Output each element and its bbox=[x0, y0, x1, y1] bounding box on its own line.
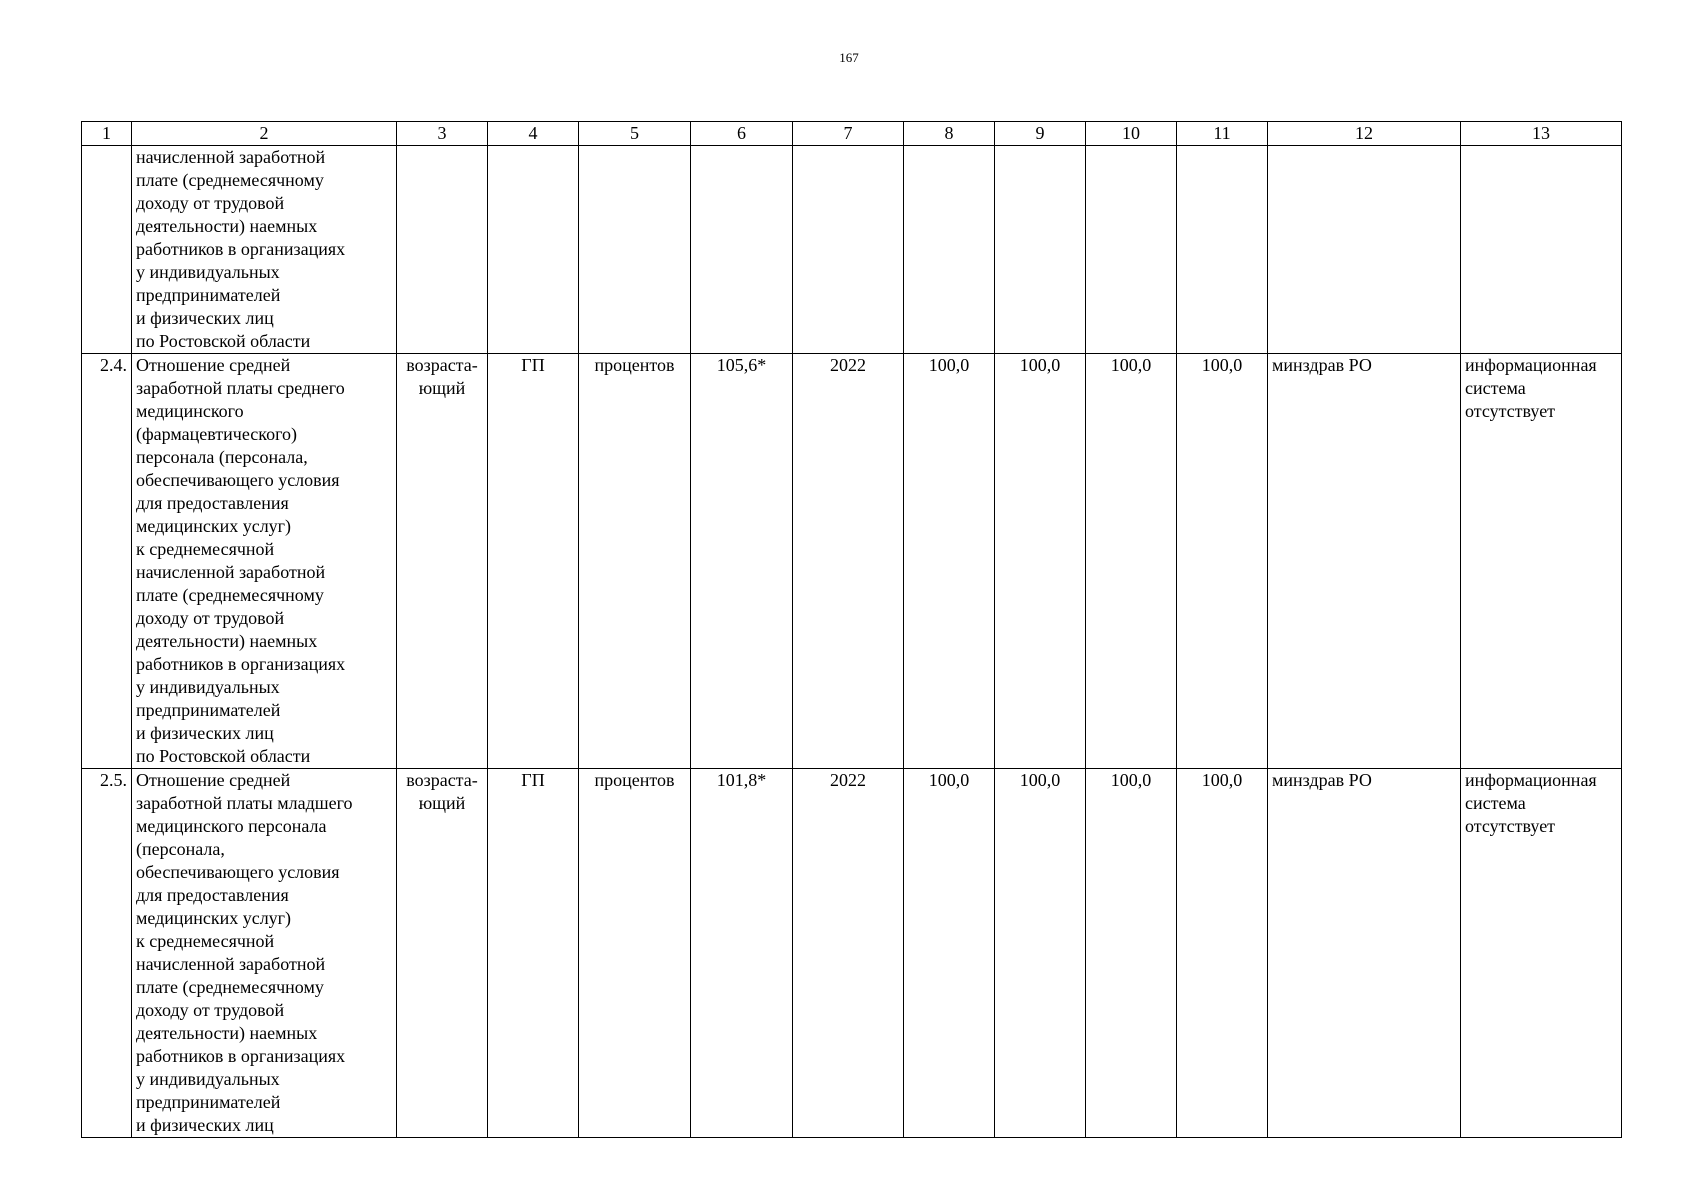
indicator-name-cell bbox=[132, 769, 397, 1138]
indicator-name-line: предпринимателей bbox=[136, 700, 281, 720]
indicator-name-line: медицинского bbox=[136, 401, 244, 421]
header-cell-1: 1 bbox=[82, 122, 132, 146]
header-cell-5: 5 bbox=[579, 122, 691, 146]
base-year-cell bbox=[793, 146, 904, 354]
indicator-name-cell bbox=[132, 354, 397, 769]
table-row bbox=[82, 354, 1622, 769]
info-system-cell bbox=[1461, 146, 1622, 354]
row-number-cell bbox=[82, 146, 132, 354]
base-value-cell: 101,8* bbox=[691, 769, 793, 1138]
responsible-cell: минздрав РО bbox=[1268, 769, 1461, 1138]
type-cell: ГП bbox=[488, 769, 579, 1138]
value-cell-8: 100,0 bbox=[904, 354, 995, 769]
base-year-cell: 2022 bbox=[793, 354, 904, 769]
header-cell-11: 11 bbox=[1177, 122, 1268, 146]
responsible-cell: минздрав РО bbox=[1268, 354, 1461, 769]
unit-cell: процентов bbox=[579, 769, 691, 1138]
value-cell-11: 100,0 bbox=[1177, 354, 1268, 769]
indicator-name-line: плате (среднемесячному bbox=[136, 585, 324, 605]
trend-line: возраста- bbox=[406, 770, 478, 790]
responsible-cell bbox=[1268, 146, 1461, 354]
header-cell-12: 12 bbox=[1268, 122, 1461, 146]
indicator-name-line: и физических лиц bbox=[136, 1115, 274, 1135]
indicator-name-line: деятельности) наемных bbox=[136, 631, 318, 651]
indicator-name-line: начисленной заработной bbox=[136, 954, 326, 974]
trend-line: ющий bbox=[418, 793, 466, 813]
indicator-name-line: доходу от трудовой bbox=[136, 1000, 285, 1020]
table-row-continuation bbox=[82, 146, 1622, 354]
indicator-name-line: у индивидуальных bbox=[136, 677, 280, 697]
info-system-line: система bbox=[1465, 378, 1526, 398]
indicator-name-line: к среднемесячной bbox=[136, 539, 275, 559]
trend-cell bbox=[397, 146, 488, 354]
indicator-name-line: для предоставления bbox=[136, 885, 289, 905]
indicator-name-line: и физических лиц bbox=[136, 723, 274, 743]
info-system-line: отсутствует bbox=[1465, 816, 1556, 836]
indicator-name-line: и физических лиц bbox=[136, 308, 274, 328]
indicator-name-line: медицинских услуг) bbox=[136, 908, 292, 928]
value-cell-8: 100,0 bbox=[904, 769, 995, 1138]
info-system-line: информационная bbox=[1465, 355, 1597, 375]
indicator-name-line: деятельности) наемных bbox=[136, 216, 318, 236]
indicator-name-line: у индивидуальных bbox=[136, 1069, 280, 1089]
header-cell-13: 13 bbox=[1461, 122, 1622, 146]
indicator-name-line: обеспечивающего условия bbox=[136, 862, 340, 882]
indicator-name-line: плате (среднемесячному bbox=[136, 977, 324, 997]
indicator-name-line: доходу от трудовой bbox=[136, 608, 285, 628]
indicator-name-line: работников в организациях bbox=[136, 1046, 346, 1066]
value-cell-10 bbox=[1086, 146, 1177, 354]
info-system-line: информационная bbox=[1465, 770, 1597, 790]
header-cell-7: 7 bbox=[793, 122, 904, 146]
value-cell-11 bbox=[1177, 146, 1268, 354]
header-cell-6: 6 bbox=[691, 122, 793, 146]
indicators-table bbox=[81, 121, 1622, 1138]
info-system-cell bbox=[1461, 354, 1622, 769]
row-number-cell: 2.4. bbox=[82, 354, 132, 769]
indicator-name-line: плате (среднемесячному bbox=[136, 170, 324, 190]
indicator-name-line: Отношение средней bbox=[136, 355, 291, 375]
header-cell-3: 3 bbox=[397, 122, 488, 146]
indicator-name-line: по Ростовской области bbox=[136, 746, 311, 766]
indicator-name-line: начисленной заработной bbox=[136, 147, 326, 167]
value-cell-9: 100,0 bbox=[995, 354, 1086, 769]
header-cell-8: 8 bbox=[904, 122, 995, 146]
info-system-line: отсутствует bbox=[1465, 401, 1556, 421]
header-cell-2: 2 bbox=[132, 122, 397, 146]
column-number-header-row bbox=[82, 122, 1622, 146]
value-cell-9: 100,0 bbox=[995, 769, 1086, 1138]
indicator-name-line: (персонала, bbox=[136, 839, 225, 859]
value-cell-8 bbox=[904, 146, 995, 354]
trend-line: возраста- bbox=[406, 355, 478, 375]
header-cell-9: 9 bbox=[995, 122, 1086, 146]
indicator-name-cell bbox=[132, 146, 397, 354]
info-system-cell bbox=[1461, 769, 1622, 1138]
indicator-name-line: работников в организациях bbox=[136, 239, 346, 259]
indicator-name-line: заработной платы среднего bbox=[136, 378, 345, 398]
indicator-name-line: у индивидуальных bbox=[136, 262, 280, 282]
page-number: 167 bbox=[839, 50, 859, 65]
indicator-name-line: медицинского персонала bbox=[136, 816, 327, 836]
base-value-cell bbox=[691, 146, 793, 354]
trend-line: ющий bbox=[418, 378, 466, 398]
value-cell-10: 100,0 bbox=[1086, 354, 1177, 769]
indicator-name-line: предпринимателей bbox=[136, 1092, 281, 1112]
table-row bbox=[82, 769, 1622, 1138]
indicator-name-line: деятельности) наемных bbox=[136, 1023, 318, 1043]
unit-cell: процентов bbox=[579, 354, 691, 769]
indicator-name-line: работников в организациях bbox=[136, 654, 346, 674]
header-cell-4: 4 bbox=[488, 122, 579, 146]
indicator-name-line: персонала (персонала, bbox=[136, 447, 308, 467]
header-cell-10: 10 bbox=[1086, 122, 1177, 146]
indicator-name-line: к среднемесячной bbox=[136, 931, 275, 951]
indicator-name-line: Отношение средней bbox=[136, 770, 291, 790]
indicator-name-line: заработной платы младшего bbox=[136, 793, 353, 813]
trend-cell bbox=[397, 354, 488, 769]
indicator-name-line: для предоставления bbox=[136, 493, 289, 513]
info-system-line: система bbox=[1465, 793, 1526, 813]
indicator-name-line: по Ростовской области bbox=[136, 331, 311, 351]
type-cell bbox=[488, 146, 579, 354]
trend-cell bbox=[397, 769, 488, 1138]
indicator-name-line: обеспечивающего условия bbox=[136, 470, 340, 490]
type-cell: ГП bbox=[488, 354, 579, 769]
value-cell-10: 100,0 bbox=[1086, 769, 1177, 1138]
indicator-name-line: предпринимателей bbox=[136, 285, 281, 305]
base-year-cell: 2022 bbox=[793, 769, 904, 1138]
indicator-name-line: доходу от трудовой bbox=[136, 193, 285, 213]
indicator-name-line: медицинских услуг) bbox=[136, 516, 292, 536]
value-cell-11: 100,0 bbox=[1177, 769, 1268, 1138]
value-cell-9 bbox=[995, 146, 1086, 354]
indicator-name-line: (фармацевтического) bbox=[136, 424, 298, 444]
unit-cell bbox=[579, 146, 691, 354]
indicator-name-line: начисленной заработной bbox=[136, 562, 326, 582]
row-number-cell: 2.5. bbox=[82, 769, 132, 1138]
base-value-cell: 105,6* bbox=[691, 354, 793, 769]
